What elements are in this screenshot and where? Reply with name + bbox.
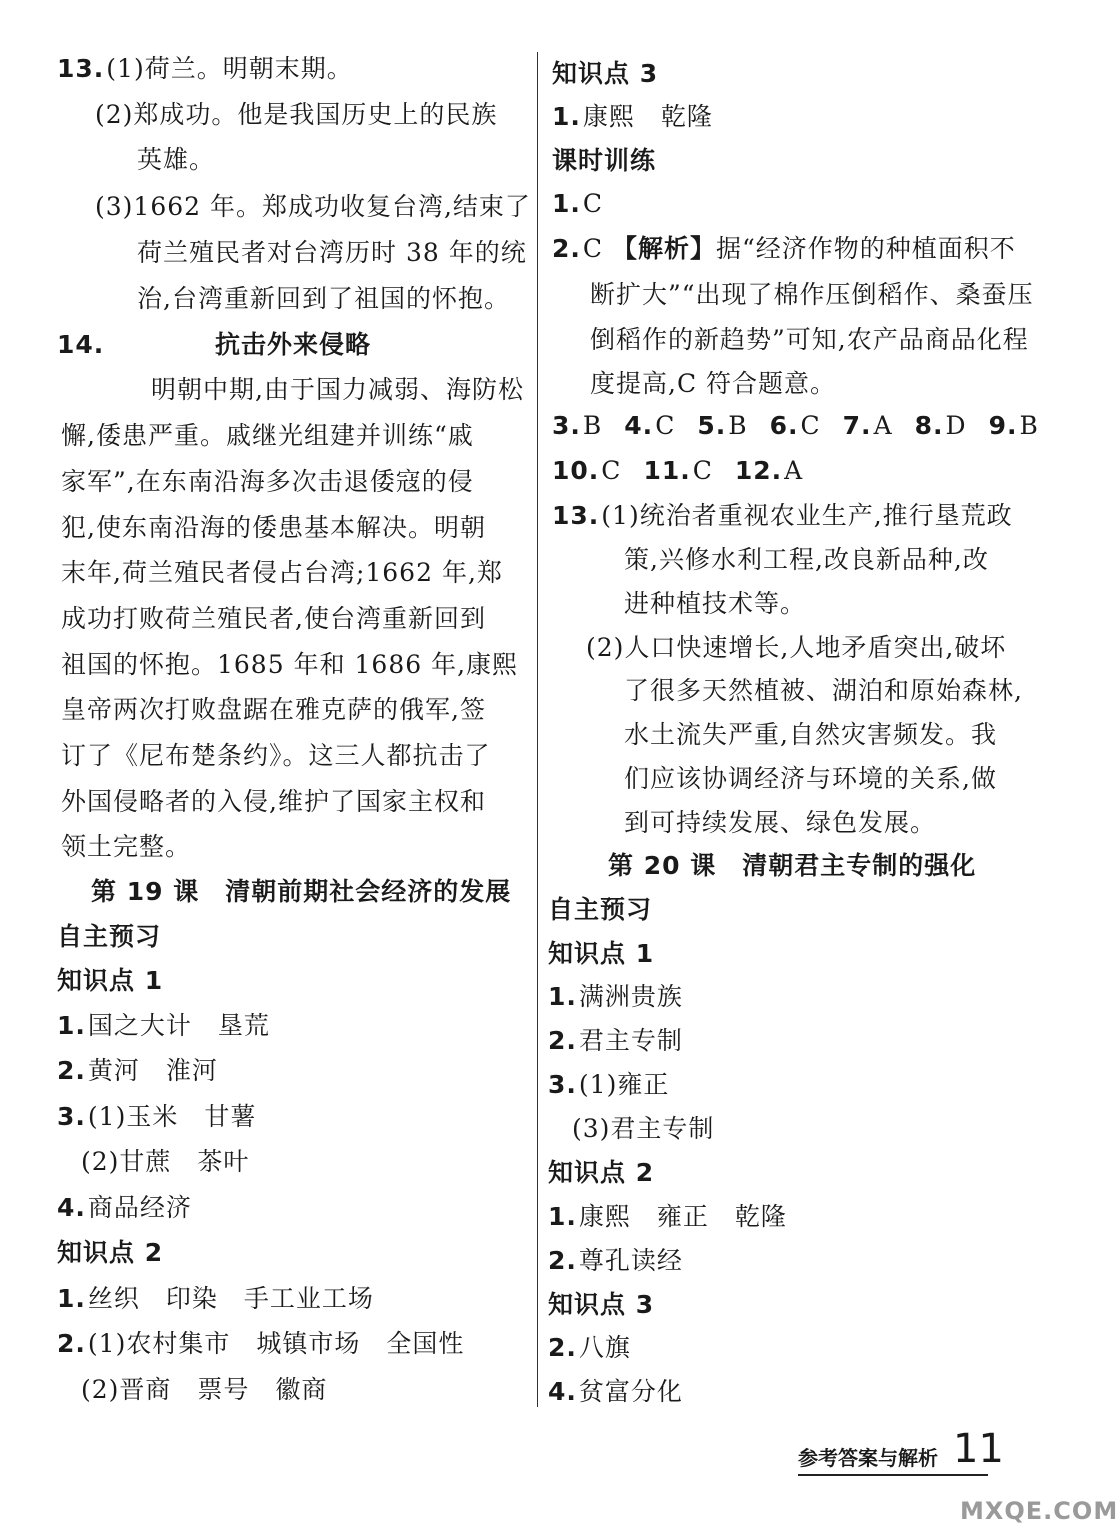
analysis-text: 度提高,C 符合题意。 <box>590 369 837 398</box>
mc-answer <box>770 411 821 440</box>
item-number: 2. <box>548 1333 577 1362</box>
item-number: 3. <box>57 1102 86 1131</box>
answer-line <box>548 1245 683 1277</box>
answer-line <box>552 188 603 220</box>
item-number: 10. <box>552 456 600 485</box>
knowledge-point-1: 知识点 1 <box>548 939 655 968</box>
item-number: 4. <box>624 411 654 440</box>
answer-line <box>548 1332 631 1364</box>
answer-line <box>548 1025 683 1057</box>
mc-answer <box>989 411 1039 440</box>
q14-line: 外国侵略者的入侵,维护了国家主权和 <box>61 787 486 816</box>
mc-answer <box>643 456 712 485</box>
item-number: 3. <box>548 1070 577 1099</box>
answer-text: 丝织 印染 手工业工场 <box>87 1284 374 1313</box>
answer-line <box>57 1192 192 1224</box>
answer-text: (1)雍正 <box>578 1070 670 1099</box>
q14-line: 明朝中期,由于国力减弱、海防松 <box>151 375 524 404</box>
answer-line <box>57 1283 374 1315</box>
q14-line: 犯,使东南沿海的倭患基本解决。明朝 <box>61 513 486 542</box>
answer-line <box>57 1101 256 1133</box>
question-number: 13. <box>57 54 105 83</box>
analysis-text: 据“经济作物的种植面积不 <box>716 234 1016 263</box>
question-number: 14. <box>57 330 105 359</box>
item-number: 4. <box>57 1193 86 1222</box>
q14-line: 皇帝两次打败盘踞在雅克萨的俄军,签 <box>61 695 486 724</box>
answer-text: 八旗 <box>578 1333 631 1362</box>
q14-line: 领土完整。 <box>61 832 192 861</box>
knowledge-point-2: 知识点 2 <box>548 1158 655 1187</box>
answer-text: 商品经济 <box>87 1193 192 1222</box>
knowledge-point-2: 知识点 2 <box>57 1238 164 1267</box>
answer-text: 到可持续发展、绿色发展。 <box>624 808 937 837</box>
item-number: 1. <box>57 1011 86 1040</box>
answer-text: (1)农村集市 城镇市场 全国性 <box>87 1329 465 1358</box>
mc-answer <box>843 411 893 440</box>
footer-label: 参考答案与解析 <box>798 1446 938 1470</box>
answer-letter: C <box>800 411 821 440</box>
answer-text: (1)荷兰。明朝末期。 <box>106 54 353 83</box>
q14-line: 末年,荷兰殖民者侵占台湾;1662 年,郑 <box>61 558 503 587</box>
analysis-tag: 【解析】 <box>612 234 717 263</box>
q14-number <box>57 329 106 361</box>
mc-answer <box>697 411 747 440</box>
mc-answer <box>915 411 967 440</box>
mc-answer <box>624 411 675 440</box>
answer-text: 君主专制 <box>578 1026 683 1055</box>
item-number: 2. <box>552 234 581 263</box>
item-number: 2. <box>548 1026 577 1055</box>
answer-line <box>57 1328 464 1360</box>
item-number: 2. <box>57 1329 86 1358</box>
answer-text: 贫富分化 <box>578 1377 683 1406</box>
answer-letter: D <box>945 411 967 440</box>
page-footer <box>798 1426 1028 1472</box>
item-number: 6. <box>769 411 799 440</box>
item-number: 7. <box>842 411 872 440</box>
answer-letter: B <box>1019 411 1039 440</box>
answer-text: 们应该协调经济与环境的关系,做 <box>624 764 997 793</box>
knowledge-point-3: 知识点 3 <box>552 59 659 88</box>
answer-text: (1)统治者重视农业生产,推行垦荒政 <box>601 501 1013 530</box>
column-divider <box>537 52 538 1407</box>
answer-text: 进种植技术等。 <box>624 589 807 618</box>
answer-text: 国之大计 垦荒 <box>87 1011 270 1040</box>
answer-text: (3)君主专制 <box>572 1114 715 1143</box>
answer-line <box>552 500 1013 532</box>
q14-line: 成功打败荷兰殖民者,使台湾重新回到 <box>61 604 486 633</box>
item-number: 11. <box>643 456 691 485</box>
knowledge-point-3: 知识点 3 <box>548 1290 655 1319</box>
answer-line <box>57 1010 270 1042</box>
item-number: 1. <box>548 1202 577 1231</box>
page-number: 11 <box>953 1426 1004 1472</box>
answer-letter: B <box>582 411 603 440</box>
lesson-19-title: 第 19 课 清朝前期社会经济的发展 <box>91 877 512 906</box>
answer-line <box>548 1376 683 1408</box>
answer-text: 黄河 淮河 <box>87 1056 218 1085</box>
item-number: 1. <box>552 102 581 131</box>
answer-line <box>552 101 713 133</box>
answer-line: (2)晋商 票号 徽商 <box>81 1375 328 1404</box>
item-number: 12. <box>734 456 783 485</box>
lesson-20-title: 第 20 课 清朝君主专制的强化 <box>608 851 977 880</box>
answer-text: 策,兴修水利工程,改良新品种,改 <box>624 545 989 574</box>
q13-item-1 <box>57 53 353 85</box>
answer-letter: A <box>784 456 804 485</box>
answer-letter: C <box>655 411 676 440</box>
answer-text: (2)人口快速增长,人地矛盾突出,破坏 <box>586 633 1007 662</box>
answer-letter: C <box>601 456 622 485</box>
item-number: 3. <box>552 411 581 440</box>
analysis-text: 断扩大”“出现了棉作压倒稻作、桑蚕压 <box>590 280 1034 309</box>
answer-text: 康熙 雍正 乾隆 <box>578 1202 787 1231</box>
q14-line: 祖国的怀抱。1685 年和 1686 年,康熙 <box>61 650 519 679</box>
answer-text: C <box>582 189 604 218</box>
answer-text: 尊孔读经 <box>578 1246 683 1275</box>
item-number: 13. <box>552 501 600 530</box>
q13-item-3a: (3)1662 年。郑成功收复台湾,结束了 <box>95 192 531 221</box>
q14-line: 订了《尼布楚条约》。这三人都抗击了 <box>61 741 491 770</box>
mc-answer <box>735 456 803 485</box>
answer-line: (2)甘蔗 茶叶 <box>81 1147 250 1176</box>
item-number: 9. <box>988 411 1018 440</box>
item-number: 8. <box>914 411 944 440</box>
item-number: 5. <box>697 411 727 440</box>
q13-item-3b: 荷兰殖民者对台湾历时 38 年的统 <box>137 238 527 267</box>
answer-text: 满洲贵族 <box>578 982 683 1011</box>
answer-letter: A <box>873 411 893 440</box>
analysis-text: 倒稻作的新趋势”可知,农产品商品化程 <box>590 325 1029 354</box>
footer-rule <box>798 1474 988 1476</box>
item-number: 2. <box>548 1246 577 1275</box>
q14-line: 家军”,在东南沿海多次击退倭寇的侵 <box>61 467 474 496</box>
q13-item-2b: 英雄。 <box>137 145 216 174</box>
multiple-choice-row <box>552 455 825 487</box>
item-number: 1. <box>57 1284 86 1313</box>
answer-text: 了很多天然植被、湖泊和原始森林, <box>624 676 1023 705</box>
multiple-choice-row <box>552 410 1061 442</box>
q14-title: 抗击外来侵略 <box>215 330 372 359</box>
item-number: 1. <box>552 189 581 218</box>
answer-line <box>57 1055 218 1087</box>
answer-text: C <box>582 234 604 263</box>
answer-line <box>548 1069 669 1101</box>
item-number: 4. <box>548 1377 577 1406</box>
mc-answer <box>552 411 602 440</box>
mc-answer <box>552 456 621 485</box>
item-number: 1. <box>548 982 577 1011</box>
section-heading-training: 课时训练 <box>552 146 657 175</box>
knowledge-point-1: 知识点 1 <box>57 966 164 995</box>
watermark-text: MXQE.COM <box>960 1497 1118 1525</box>
item-number: 2. <box>57 1056 86 1085</box>
q13-item-3c: 治,台湾重新回到了祖国的怀抱。 <box>137 284 510 313</box>
answer-line <box>548 981 683 1013</box>
answer-letter: B <box>728 411 748 440</box>
section-heading-preview: 自主预习 <box>57 922 162 951</box>
answer-line <box>548 1201 787 1233</box>
answer-text: 水土流失严重,自然灾害频发。我 <box>624 720 997 749</box>
answer-line <box>552 233 1016 265</box>
answer-text: (1)玉米 甘薯 <box>87 1102 257 1131</box>
q14-line: 懈,倭患严重。戚继光组建并训练“戚 <box>61 421 474 450</box>
section-heading-preview: 自主预习 <box>548 895 653 924</box>
q13-item-2a: (2)郑成功。他是我国历史上的民族 <box>95 100 498 129</box>
answer-text: 康熙 乾隆 <box>582 102 713 131</box>
answer-letter: C <box>692 456 713 485</box>
